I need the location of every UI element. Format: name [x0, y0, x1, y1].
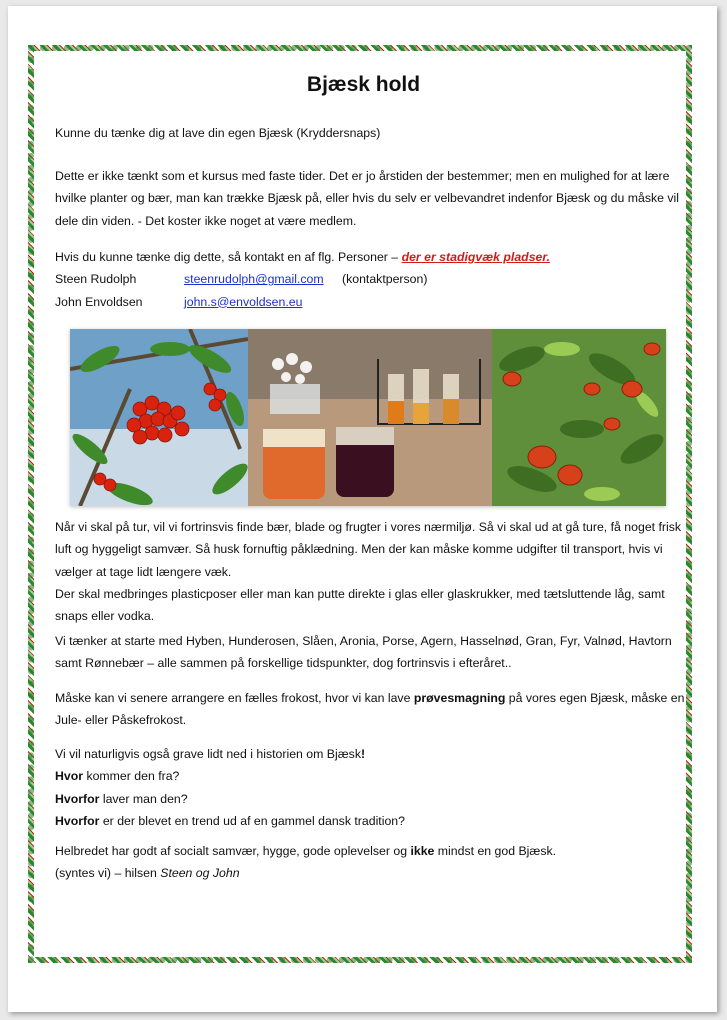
- question-1: [55, 765, 685, 787]
- rosehips-photo: [492, 329, 666, 506]
- rowan-berries-photo: [70, 329, 248, 506]
- contact-lead-text: Hvis du kunne tænke dig dette, så kontakt en af flg. Personer –: [55, 250, 402, 264]
- contact-note: (kontaktperson): [342, 272, 428, 287]
- signature-names: Steen og John: [160, 866, 240, 881]
- jars-and-bottles-photo: [248, 329, 492, 506]
- intro-text: [55, 122, 685, 144]
- lunch-text: [55, 687, 685, 732]
- contact-section: [55, 246, 685, 313]
- question-2-text: laver man den?: [99, 791, 188, 806]
- description-paragraph: [55, 165, 685, 232]
- contact-name: Steen Rudolph: [55, 272, 137, 287]
- question-1-text: kommer den fra?: [83, 769, 180, 784]
- spots-available-highlight: der er stadigvæk pladser.: [401, 250, 550, 264]
- page-title: Bjæsk hold: [306, 73, 421, 96]
- plants-paragraph: [55, 630, 685, 675]
- lunch-text-pre: Måske kan vi senere arrangere en fælles frokost, hvor vi kan lave: [55, 691, 414, 705]
- intro-line: Kunne du tænke dig at lave din egen Bjæsk (Kryddersnaps): [55, 126, 381, 140]
- trip-paragraph: [55, 516, 685, 627]
- history-exclaim: !: [360, 747, 366, 761]
- question-3-text: er der blevet en trend ud af en gammel dansk tradition?: [99, 813, 405, 828]
- photo-collage: [70, 329, 666, 506]
- question-2: [55, 788, 685, 810]
- contact-lead: [55, 246, 685, 268]
- lunch-paragraph: [55, 687, 685, 732]
- signature-line: [55, 862, 685, 884]
- closing-text-post: mindst en god Bjæsk.: [434, 844, 557, 858]
- plants-text: Vi tænker at starte med Hyben, Hunderosen, Slåen, Aronia, Porse, Agern, Hasselnød, Gran, Fyr, Valnød, Havtorn samt Rønnebær – alle sammen på forskellige tidspunkter, dog fortrinsvis i efteråret..: [55, 634, 672, 671]
- question-3-bold: Hvorfor: [55, 813, 100, 828]
- contact-row-john: [55, 291, 685, 313]
- bring-text: Der skal medbringes plasticposer eller man kan putte direkte i glas eller glaskrukker, med tætsluttende låg, samt snaps eller vodka.: [55, 586, 665, 624]
- closing-section: [55, 840, 685, 885]
- lunch-text-post: på vores egen Bjæsk, måske en Jule- eller Påskefrokost.: [55, 691, 685, 728]
- description-text: Dette er ikke tænkt som et kursus med faste tider. Det er jo årstiden der bestemmer; men en mulighed for at lære hvilke planter og bær, man kan trække Bjæsk på, eller hvis du selv er velbevandret indenfor Bjæsk og du måske vil dele din viden. - Det koster ikke noget at være medlem.: [55, 169, 680, 228]
- question-3: [55, 810, 685, 832]
- history-line: [55, 743, 685, 765]
- email-link-steen[interactable]: steenrudolph@gmail.com: [184, 272, 324, 287]
- closing-line: [55, 840, 685, 862]
- history-section: [55, 743, 685, 832]
- question-2-bold: Hvorfor: [55, 791, 100, 806]
- history-text: Vi vil naturligvis også grave lidt ned i historien om Bjæsk: [55, 747, 361, 761]
- tasting-bold: prøvesmagning: [413, 691, 506, 705]
- email-link-john[interactable]: john.s@envoldsen.eu: [184, 294, 303, 309]
- trip-text: Når vi skal på tur, vil vi fortrinsvis finde bær, blade og frugter i vores nærmiljø. Så vi skal ud at gå ture, få noget frisk luft og hyggeligt samvær. Så husk fornuftig påklædning. Men der kan måske komme udgifter til transport, hvis vi vælger at tage lidt længere væk.: [55, 520, 682, 579]
- question-1-bold: Hvor: [55, 769, 84, 784]
- contact-name: John Envoldsen: [55, 294, 143, 309]
- contact-row-steen: [55, 268, 685, 290]
- closing-bold: ikke: [410, 844, 435, 858]
- signature-pre: (syntes vi) – hilsen: [55, 866, 161, 881]
- closing-text-pre: Helbredet har godt af socialt samvær, hygge, gode oplevelser og: [55, 844, 411, 858]
